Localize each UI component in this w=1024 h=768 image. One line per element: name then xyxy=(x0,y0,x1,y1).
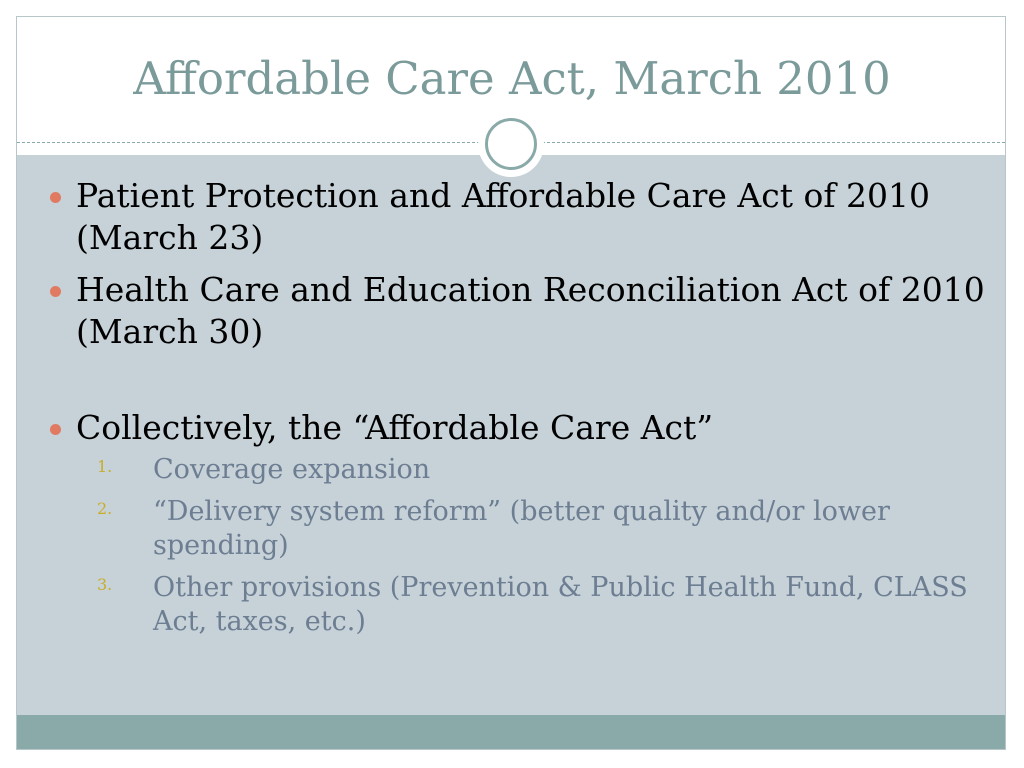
circle-ornament-icon xyxy=(478,111,544,177)
slide-title: Affordable Care Act, March 2010 xyxy=(133,52,891,105)
sub-item-number: 1. xyxy=(97,457,113,476)
spacer xyxy=(40,353,990,407)
bullet-item xyxy=(40,269,990,353)
footer-bar xyxy=(17,715,1005,749)
sub-list-item xyxy=(76,453,990,487)
bullet-dot-icon xyxy=(50,286,61,297)
sub-item-text: “Delivery system reform” (better quality and/or lower spending) xyxy=(153,496,890,561)
bullet-item xyxy=(40,407,990,639)
bullet-text: Collectively, the “Affordable Care Act” xyxy=(76,408,714,447)
sub-list-item xyxy=(76,495,990,563)
bullet-dot-icon xyxy=(50,192,61,203)
sub-item-number: 3. xyxy=(97,575,113,594)
sub-list-item xyxy=(76,571,990,639)
sub-item-text: Coverage expansion xyxy=(153,454,431,485)
bullet-dot-icon xyxy=(50,424,61,435)
circle-ring xyxy=(485,118,537,170)
sub-item-text: Other provisions (Prevention & Public Health Fund, CLASS Act, taxes, etc.) xyxy=(153,572,968,637)
spacer xyxy=(40,259,990,269)
sub-item-number: 2. xyxy=(97,499,113,518)
bullet-text: Health Care and Education Reconciliation Act of 2010 (March 30) xyxy=(76,270,985,351)
bullet-text: Patient Protection and Affordable Care Act of 2010 (March 23) xyxy=(76,176,931,257)
bullet-item xyxy=(40,175,990,259)
numbered-sub-list xyxy=(76,453,990,639)
bullet-list xyxy=(40,175,990,647)
